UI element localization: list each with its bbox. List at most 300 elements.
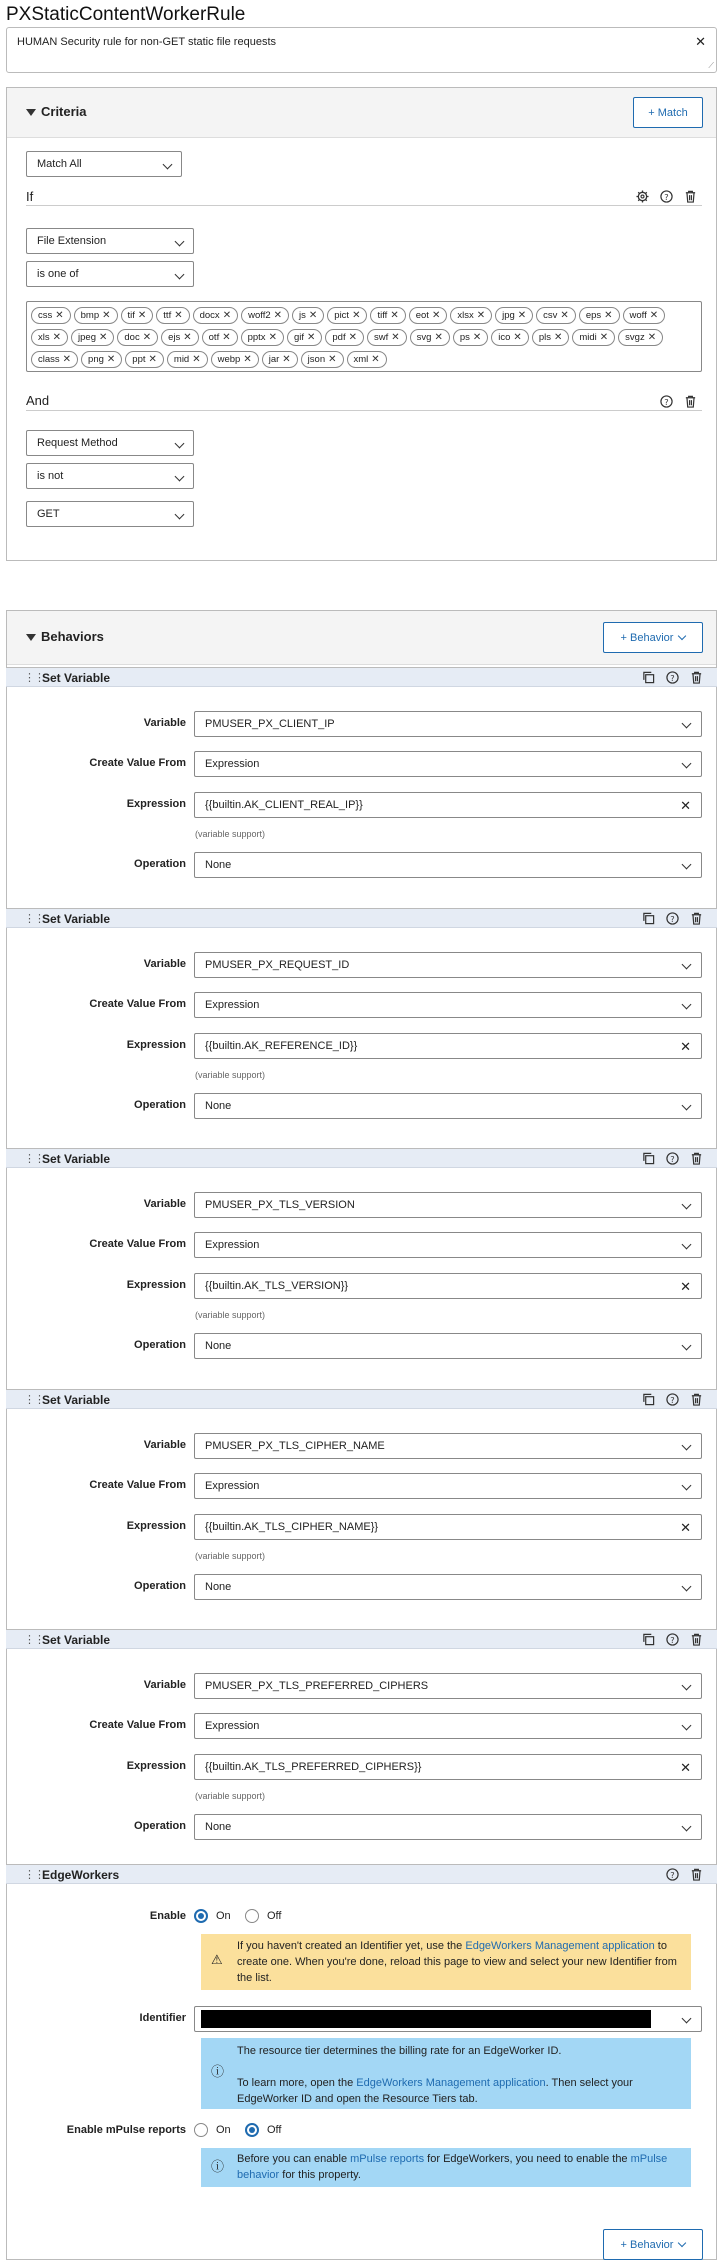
operation-select[interactable]: [194, 852, 702, 878]
extension-tag[interactable]: [125, 351, 164, 368]
extension-tag[interactable]: [367, 329, 407, 346]
remove-tag-icon[interactable]: ✕: [431, 310, 441, 321]
extension-tag[interactable]: [623, 307, 666, 324]
extension-tag[interactable]: [327, 307, 367, 324]
collapse-icon[interactable]: [26, 109, 36, 116]
copy-icon[interactable]: [642, 1152, 655, 1170]
extension-tag-label: docx: [199, 310, 220, 321]
expression-label: Expression: [126, 798, 186, 810]
remove-tag-icon[interactable]: ✕: [102, 310, 111, 321]
chevron-down-icon: [682, 999, 692, 1009]
operation-select[interactable]: [194, 1814, 702, 1840]
svg-text:?: ?: [670, 1153, 675, 1164]
create-value-from-label: Create Value From: [89, 757, 186, 769]
resource-tier-info: [201, 2038, 691, 2109]
warning-text-pre: If you haven't created an Identifier yet, use the: [237, 1940, 466, 1952]
copy-icon[interactable]: [642, 1633, 655, 1651]
behavior-title: EdgeWorkers: [42, 1868, 120, 1882]
variable-select[interactable]: [194, 1673, 702, 1699]
remove-tag-icon[interactable]: ✕: [137, 310, 147, 321]
help-icon[interactable]: [666, 1633, 679, 1651]
extension-tag[interactable]: [31, 329, 68, 346]
extension-tag-label: pls: [538, 332, 551, 343]
remove-tag-icon[interactable]: ✕: [390, 310, 399, 321]
chevron-down-icon: [682, 1240, 692, 1250]
remove-tag-icon[interactable]: ✕: [55, 310, 64, 321]
chevron-down-icon: [682, 1581, 692, 1591]
expression-value: {{builtin.AK_TLS_PREFERRED_CIPHERS}}: [205, 1761, 422, 1773]
enable-off-label: Off: [267, 1910, 282, 1922]
extension-tag-label: csv: [543, 310, 558, 321]
condition-operator-value: is one of: [37, 268, 79, 280]
svg-text:?: ?: [670, 672, 675, 683]
extension-tag[interactable]: [262, 351, 298, 368]
create-value-from-label: Create Value From: [89, 1478, 186, 1491]
add-behavior-bottom-button[interactable]: + Behavior: [603, 2229, 703, 2260]
extension-tag[interactable]: [347, 351, 387, 368]
edgeworkers-management-link[interactable]: EdgeWorkers Management application: [465, 1940, 655, 1952]
remove-tag-icon[interactable]: ✕: [371, 354, 380, 365]
operation-value: None: [205, 1821, 232, 1833]
condition-field-select[interactable]: [26, 228, 194, 254]
remove-tag-icon[interactable]: ✕: [52, 332, 62, 343]
remove-tag-icon[interactable]: ✕: [513, 332, 522, 343]
create-value-from-select[interactable]: [194, 1713, 702, 1739]
remove-tag-icon[interactable]: ✕: [308, 310, 318, 321]
remove-tag-icon[interactable]: ✕: [183, 332, 192, 343]
extension-tag-label: pdf: [332, 332, 346, 343]
extension-tag[interactable]: [202, 329, 238, 346]
help-icon[interactable]: [660, 395, 673, 408]
extension-tag[interactable]: [74, 307, 118, 324]
mpulse-on-radio[interactable]: [194, 2123, 208, 2137]
extension-tag[interactable]: [491, 329, 529, 346]
drag-handle-icon[interactable]: ⋮⋮: [24, 1869, 44, 1881]
variable-support-hint: (variable support): [195, 1791, 266, 1801]
operation-select[interactable]: [194, 1333, 702, 1359]
extension-tag[interactable]: [301, 351, 344, 368]
extension-tag[interactable]: [121, 307, 154, 324]
resize-handle-icon[interactable]: ⟋: [708, 61, 714, 70]
settings-icon[interactable]: [636, 190, 649, 203]
extension-tag[interactable]: [495, 307, 533, 324]
behavior-title: Set Variable: [42, 911, 111, 926]
operation-value: None: [205, 859, 232, 871]
mpulse-label: Enable mPulse reports: [66, 2124, 186, 2136]
match-mode-value: Match All: [37, 158, 82, 170]
chevron-down-icon: [682, 959, 692, 969]
expression-value: {{builtin.AK_TLS_CIPHER_NAME}}: [205, 1520, 379, 1533]
behavior-header-set-variable[interactable]: [6, 908, 717, 928]
edgeworkers-management-link-2[interactable]: EdgeWorkers Management application: [356, 2077, 546, 2089]
chevron-down-icon: [678, 2239, 686, 2247]
copy-icon[interactable]: [642, 912, 655, 930]
chevron-down-icon: [163, 160, 173, 170]
extension-tag-label: tif: [127, 310, 135, 321]
extension-tag[interactable]: [117, 329, 158, 346]
remove-tag-icon[interactable]: ✕: [553, 332, 563, 343]
behavior-title: Set Variable: [42, 1152, 111, 1166]
extension-tag[interactable]: [31, 307, 71, 324]
collapse-icon[interactable]: [26, 634, 36, 641]
extension-tag[interactable]: [71, 329, 114, 346]
condition2-operator-select[interactable]: [26, 463, 194, 489]
condition2-field-value: Request Method: [37, 437, 118, 449]
extension-tag[interactable]: [81, 351, 122, 368]
help-icon[interactable]: [660, 190, 673, 203]
extension-tag[interactable]: [453, 329, 488, 346]
extension-tag[interactable]: [325, 329, 364, 346]
chevron-down-icon: [175, 472, 185, 482]
extension-tag-label: doc: [124, 332, 140, 343]
svg-text:?: ?: [670, 913, 675, 924]
behavior-header-set-variable[interactable]: [6, 667, 717, 687]
chevron-down-icon: [682, 2014, 692, 2024]
extension-tag-label: ejs: [168, 332, 181, 343]
svg-text:?: ?: [664, 191, 669, 202]
mpulse-off-radio[interactable]: [245, 2123, 259, 2137]
mpulse-text-pre: Before you can enable: [237, 2153, 351, 2165]
condition2-value-select[interactable]: [26, 501, 194, 527]
extension-tag[interactable]: [161, 329, 199, 346]
extension-tag[interactable]: [532, 329, 570, 346]
extension-tag[interactable]: [579, 307, 620, 324]
expression-input[interactable]: [194, 792, 702, 818]
variable-label: Variable: [143, 717, 186, 729]
variable-select[interactable]: [194, 711, 702, 737]
chevron-down-icon: [682, 860, 692, 870]
operation-label: Operation: [134, 858, 186, 870]
trash-icon[interactable]: [690, 1633, 703, 1651]
extension-tag[interactable]: [370, 307, 405, 324]
remove-tag-icon[interactable]: ✕: [604, 310, 613, 321]
remove-tag-icon[interactable]: ✕: [273, 310, 283, 321]
clear-icon[interactable]: ✕: [680, 1279, 691, 1294]
extension-tag[interactable]: [287, 329, 322, 346]
trash-icon[interactable]: [684, 190, 697, 203]
condition2-value: GET: [37, 508, 60, 520]
chevron-down-icon: [682, 1200, 692, 1210]
extension-tag-label: ppt: [132, 354, 146, 365]
chevron-down-icon: [175, 237, 185, 247]
drag-handle-icon[interactable]: ⋮⋮: [24, 1153, 44, 1165]
help-icon[interactable]: [666, 1393, 679, 1411]
expression-input[interactable]: [194, 1754, 702, 1780]
variable-support-hint: (variable support): [195, 829, 266, 839]
create-value-from-value: Expression: [205, 1239, 260, 1251]
extension-tag-label: swf: [374, 332, 389, 343]
behaviors-header[interactable]: [7, 611, 716, 665]
mpulse-reports-link[interactable]: mPulse reports: [350, 2153, 425, 2165]
chevron-down-icon: [175, 510, 185, 520]
create-value-from-value: Expression: [205, 758, 260, 770]
variable-select[interactable]: [194, 952, 702, 978]
extension-tag-label: webp: [217, 354, 241, 365]
create-value-from-label: Create Value From: [89, 1719, 186, 1731]
expression-label: Expression: [126, 1519, 186, 1532]
copy-icon[interactable]: [642, 671, 655, 689]
add-match-button[interactable]: + Match: [633, 97, 703, 128]
behavior-title: Set Variable: [42, 1633, 111, 1647]
enable-off-radio[interactable]: [245, 1909, 259, 1923]
copy-icon[interactable]: [642, 1393, 655, 1411]
mpulse-on-label: On: [216, 2124, 231, 2136]
remove-tag-icon[interactable]: ✕: [476, 310, 486, 321]
mpulse-off-label: Off: [267, 2124, 282, 2136]
match-mode-select[interactable]: [26, 151, 182, 177]
rule-description-field[interactable]: [6, 27, 717, 73]
add-match-label: Match: [657, 106, 688, 119]
behavior-header-set-variable[interactable]: [6, 1389, 717, 1409]
variable-value: PMUSER_PX_REQUEST_ID: [205, 958, 350, 971]
remove-tag-icon[interactable]: ✕: [243, 354, 252, 365]
drag-handle-icon[interactable]: ⋮⋮: [24, 912, 44, 925]
rule-description-text: HUMAN Security rule for non-GET static file requests: [17, 36, 276, 48]
svg-text:?: ?: [664, 396, 669, 407]
operation-value: None: [205, 1580, 232, 1593]
trash-icon[interactable]: [690, 671, 703, 689]
extension-tag-label: xlsx: [457, 310, 474, 321]
chevron-down-icon: [682, 1341, 692, 1351]
behavior-header-set-variable[interactable]: [6, 1148, 717, 1168]
info-text-post: . Then select your EdgeWorker ID and open the Resource Tiers tab.: [237, 2077, 633, 2105]
expression-input[interactable]: [194, 1514, 702, 1540]
mpulse-text-post: for this property.: [279, 2169, 361, 2181]
operation-select[interactable]: [194, 1574, 702, 1600]
create-value-from-value: Expression: [205, 1720, 260, 1732]
behavior-title: Set Variable: [42, 1392, 111, 1407]
behaviors-title: Behaviors: [41, 629, 104, 644]
remove-tag-icon[interactable]: ✕: [328, 354, 337, 365]
remove-tag-icon[interactable]: ✕: [348, 332, 357, 343]
extension-tag[interactable]: [167, 351, 208, 368]
file-extension-tags[interactable]: [26, 301, 702, 372]
extension-tag-label: woff: [629, 310, 647, 321]
extension-tag[interactable]: [156, 307, 189, 324]
chevron-down-icon: [682, 1721, 692, 1731]
extension-tag[interactable]: [450, 307, 492, 324]
trash-icon[interactable]: [690, 1868, 703, 1881]
info-line1: The resource tier determines the billing rate for an EdgeWorker ID.: [237, 2045, 562, 2057]
variable-select[interactable]: [194, 1192, 702, 1218]
trash-icon[interactable]: [690, 1152, 703, 1170]
add-behavior-button[interactable]: + Behavior: [603, 622, 703, 653]
extension-tag-label: tiff: [377, 310, 388, 321]
create-value-from-select[interactable]: [194, 992, 702, 1018]
remove-tag-icon[interactable]: ✕: [307, 332, 316, 343]
extension-tag-label: xml: [353, 354, 369, 365]
remove-tag-icon[interactable]: ✕: [106, 354, 116, 365]
extension-tag[interactable]: [193, 307, 238, 324]
remove-tag-icon[interactable]: ✕: [352, 310, 361, 321]
extension-tag[interactable]: [618, 329, 663, 346]
add-behavior-label: Behavior: [630, 631, 674, 644]
create-value-from-select[interactable]: [194, 1473, 702, 1499]
clear-icon[interactable]: ✕: [680, 1519, 691, 1535]
rule-title: PXStaticContentWorkerRule: [6, 4, 246, 25]
help-icon[interactable]: [666, 671, 679, 689]
chevron-down-icon: [682, 1100, 692, 1110]
extension-tag-label: bmp: [80, 310, 100, 321]
identifier-warning: [201, 1934, 691, 1990]
remove-tag-icon[interactable]: ✕: [649, 310, 659, 321]
extension-tag[interactable]: [410, 329, 450, 346]
create-value-from-select[interactable]: [194, 1232, 702, 1258]
remove-tag-icon[interactable]: ✕: [222, 310, 232, 321]
remove-tag-icon[interactable]: ✕: [268, 332, 277, 343]
extension-tag-label: png: [88, 354, 104, 365]
extension-tag[interactable]: [211, 351, 259, 368]
variable-label: Variable: [143, 1679, 186, 1691]
extension-tag-label: eot: [415, 310, 429, 321]
create-value-from-label: Create Value From: [89, 997, 186, 1010]
extension-tag[interactable]: [241, 329, 284, 346]
clear-icon[interactable]: ✕: [695, 34, 706, 49]
expression-input[interactable]: [194, 1033, 702, 1059]
help-icon[interactable]: [666, 1152, 679, 1170]
svg-text:?: ?: [670, 1394, 675, 1405]
remove-tag-icon[interactable]: ✕: [148, 354, 157, 365]
variable-value: PMUSER_PX_TLS_CIPHER_NAME: [205, 1439, 385, 1452]
chevron-down-icon: [682, 759, 692, 769]
behavior-title: Set Variable: [42, 671, 111, 685]
enable-on-radio[interactable]: [194, 1909, 208, 1923]
remove-tag-icon[interactable]: ✕: [647, 332, 657, 343]
mpulse-info: [201, 2148, 691, 2187]
remove-tag-icon[interactable]: ✕: [517, 310, 527, 321]
create-value-from-value: Expression: [205, 998, 260, 1011]
enable-on-label: On: [216, 1910, 231, 1922]
chevron-down-icon: [682, 1822, 692, 1832]
create-value-from-label: Create Value From: [89, 1238, 186, 1250]
drag-handle-icon[interactable]: ⋮⋮: [24, 1634, 44, 1646]
remove-tag-icon[interactable]: ✕: [62, 354, 72, 365]
trash-icon[interactable]: [690, 912, 703, 930]
identifier-label: Identifier: [139, 2012, 186, 2024]
extension-tag-label: pict: [334, 310, 350, 321]
remove-tag-icon[interactable]: ✕: [98, 332, 108, 343]
remove-tag-icon[interactable]: ✕: [599, 332, 609, 343]
extension-tag[interactable]: [409, 307, 448, 324]
help-icon[interactable]: [666, 912, 679, 930]
mpulse-text-mid: for EdgeWorkers, you need to enable the: [424, 2153, 631, 2165]
remove-tag-icon[interactable]: ✕: [472, 332, 482, 343]
extension-tag-label: class: [38, 354, 60, 365]
operation-label: Operation: [134, 1579, 186, 1592]
identifier-redacted-value: [201, 2010, 651, 2028]
condition-field-value: File Extension: [37, 235, 107, 247]
if-label: If: [26, 189, 34, 204]
extension-tag-label: otf: [208, 332, 220, 343]
extension-tag-label: mid: [173, 354, 190, 365]
chevron-down-icon: [682, 1480, 692, 1490]
extension-tag-label: pptx: [247, 332, 266, 343]
remove-tag-icon[interactable]: ✕: [142, 332, 152, 343]
trash-icon[interactable]: [684, 395, 697, 408]
create-value-from-select[interactable]: [194, 751, 702, 777]
extension-tag-label: jpg: [502, 310, 515, 321]
operation-label: Operation: [134, 1098, 186, 1111]
criteria-title: Criteria: [41, 104, 87, 119]
chevron-down-icon: [682, 1681, 692, 1691]
extension-tag-label: ico: [498, 332, 511, 343]
extension-tag-label: css: [38, 310, 53, 321]
operation-value: None: [205, 1099, 232, 1112]
variable-support-hint: (variable support): [195, 1310, 266, 1320]
remove-tag-icon[interactable]: ✕: [434, 332, 443, 343]
extension-tag-label: eps: [585, 310, 602, 321]
mpulse-behavior-link[interactable]: mPulse behavior: [237, 2153, 668, 2181]
drag-handle-icon[interactable]: ⋮⋮: [24, 1393, 44, 1406]
extension-tag-label: svg: [416, 332, 432, 343]
chevron-down-icon: [175, 439, 185, 449]
extension-tag-label: gif: [293, 332, 304, 343]
info-icon: ⓘ: [211, 2159, 225, 2174]
extension-tag-label: midi: [579, 332, 597, 343]
extension-tag[interactable]: [292, 307, 324, 324]
remove-tag-icon[interactable]: ✕: [222, 332, 231, 343]
condition2-field-select[interactable]: [26, 430, 194, 456]
variable-value: PMUSER_PX_TLS_VERSION: [205, 1199, 355, 1211]
divider: [26, 410, 702, 411]
extension-tag-label: woff2: [248, 310, 271, 321]
remove-tag-icon[interactable]: ✕: [391, 332, 400, 343]
extension-tag[interactable]: [241, 307, 289, 324]
and-label: And: [26, 393, 50, 408]
create-value-from-value: Expression: [205, 1479, 260, 1492]
extension-tag[interactable]: [572, 329, 615, 346]
behavior-header-edgeworkers[interactable]: [6, 1864, 717, 1884]
extension-tag-label: xls: [38, 332, 50, 343]
remove-tag-icon[interactable]: ✕: [560, 310, 569, 321]
variable-select[interactable]: [194, 1433, 702, 1459]
help-icon[interactable]: [666, 1868, 679, 1881]
clear-icon[interactable]: ✕: [680, 798, 691, 813]
operation-select[interactable]: [194, 1093, 702, 1119]
extension-tag-label: ttf: [163, 310, 172, 321]
add-behavior-bottom-label: Behavior: [630, 2238, 674, 2251]
operation-label: Operation: [134, 1820, 186, 1832]
variable-label: Variable: [143, 957, 186, 970]
extension-tag-label: jar: [268, 354, 280, 365]
clear-icon[interactable]: ✕: [680, 1038, 691, 1054]
extension-tag-label: json: [307, 354, 326, 365]
criteria-header[interactable]: [7, 88, 716, 138]
expression-label: Expression: [126, 1760, 186, 1772]
drag-handle-icon[interactable]: ⋮⋮: [24, 672, 44, 684]
operation-value: None: [205, 1340, 232, 1352]
warning-text-post: to create one. When you're done, reload this page to view and select your new Identifier from the list.: [237, 1940, 677, 1984]
remove-tag-icon[interactable]: ✕: [174, 310, 183, 321]
expression-label: Expression: [126, 1279, 186, 1291]
condition2-operator-value: is not: [37, 470, 64, 482]
extension-tag[interactable]: [536, 307, 576, 324]
expression-input[interactable]: [194, 1273, 702, 1299]
remove-tag-icon[interactable]: ✕: [192, 354, 201, 365]
expression-value: {{builtin.AK_REFERENCE_ID}}: [205, 1039, 358, 1052]
variable-support-hint: (variable support): [195, 1069, 266, 1080]
condition-operator-select[interactable]: [26, 261, 194, 287]
clear-icon[interactable]: ✕: [680, 1760, 691, 1775]
remove-tag-icon[interactable]: ✕: [282, 354, 291, 365]
extension-tag-label: js: [299, 310, 306, 321]
divider: [26, 205, 702, 206]
info-text-pre: To learn more, open the: [237, 2077, 357, 2089]
trash-icon[interactable]: [690, 1393, 703, 1411]
extension-tag[interactable]: [31, 351, 78, 368]
behavior-header-set-variable[interactable]: [6, 1629, 717, 1649]
extension-tag-label: jpeg: [78, 332, 96, 343]
